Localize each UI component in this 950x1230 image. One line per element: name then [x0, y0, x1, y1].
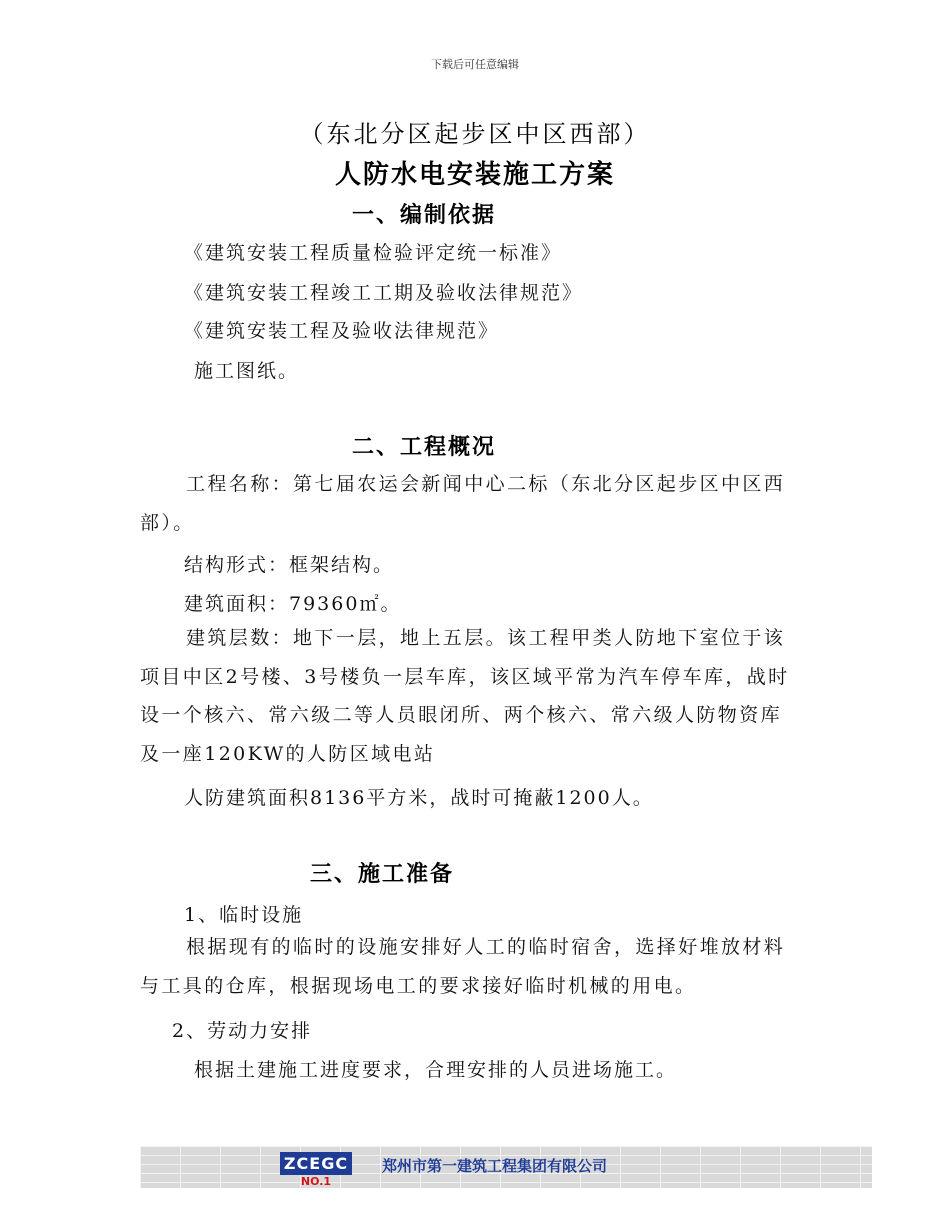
footer-banner [140, 1146, 872, 1188]
civil-defense-area: 人防建筑面积8136平方米，战时可掩蔽1200人。 [184, 787, 654, 809]
logo-subtext: NO.1 [300, 1175, 332, 1188]
section-heading-basis: 一、编制依据 [352, 202, 497, 228]
company-name: 郑州市第一建筑工程集团有限公司 [382, 1157, 608, 1175]
building-area: 建筑面积：79360㎡。 [184, 593, 402, 615]
section-heading-overview: 二、工程概况 [352, 434, 497, 460]
document-title: 人防水电安装施工方案 [334, 160, 615, 190]
company-logo [280, 1152, 352, 1188]
header-note: 下载后可任意编辑 [431, 58, 519, 71]
floors-paragraph: 建筑层数：地下一层，地上五层。该工程甲类人防地下室位于该项目中区2号楼、3号楼负一层车库，该区域平常为汽车停车库，战时设一个核六、常六级二等人员眼闭所、两个核六、常六级人防物资库及一座120KW的人防区域电站 [140, 627, 790, 765]
basis-item: 《建筑安装工程质量检验评定统一标准》 [184, 242, 563, 264]
document-subtitle: （东北分区起步区中区西部） [299, 120, 651, 148]
labor-arrangement-text: 根据土建施工进度要求，合理安排的人员进场施工。 [194, 1059, 678, 1081]
structure-type: 结构形式：框架结构。 [184, 554, 395, 576]
basis-item: 施工图纸。 [194, 360, 300, 382]
subsection-title: 2、劳动力安排 [172, 1020, 313, 1042]
temporary-facilities-paragraph: 根据现有的临时的设施安排好人工的临时宿舍，选择好堆放材料与工具的仓库，根据现场电工的要求接好临时机械的用电。 [140, 936, 786, 997]
project-name-paragraph: 工程名称：第七届农运会新闻中心二标（东北分区起步区中区西部）。 [140, 473, 786, 534]
basis-item: 《建筑安装工程及验收法律规范》 [184, 320, 500, 342]
section-heading-preparation: 三、施工准备 [310, 861, 455, 887]
subsection-title: 1、临时设施 [184, 904, 304, 926]
logo-wordmark: ZCEGC [280, 1152, 352, 1175]
basis-item: 《建筑安装工程竣工工期及验收法律规范》 [184, 282, 584, 304]
